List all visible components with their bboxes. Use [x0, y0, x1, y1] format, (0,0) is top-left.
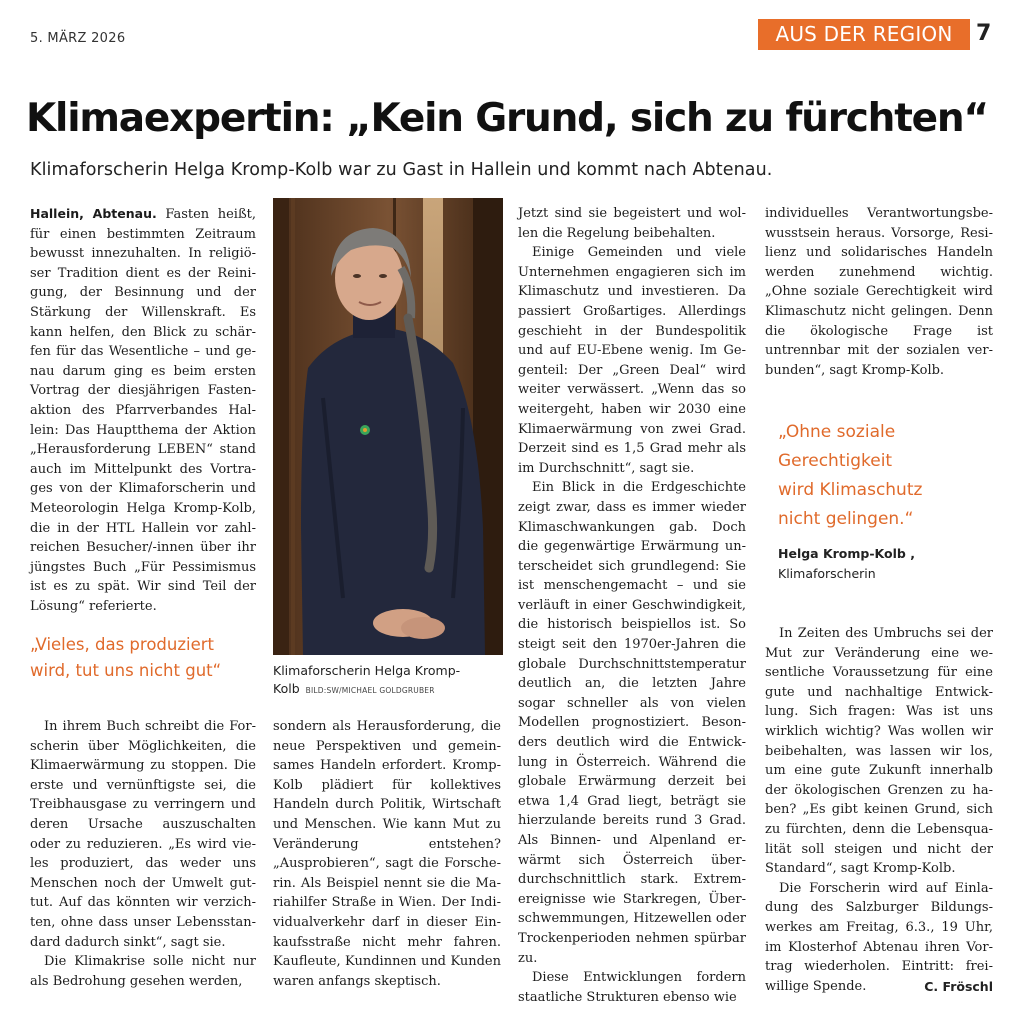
paragraph: Einige Gemeinden und viele Unternehmen engagieren sich im Klimaschutz und investieren. Da passiert Großartiges. Allerdings geschieht in der Bundespolitik und auf EU-Ebene wenig. Im Gegenteil: Der „Green Deal“ wird weiter verwässert. „Wenn das so weitergeht, haben wir 2030 eine Klimaerwärmung von zwei Grad. Derzeit sind es 1,5 Grad mehr als im Durchschnitt“, sagt sie.	[518, 245, 746, 476]
article-subheadline: Klimaforscherin Helga Kromp-Kolb war zu Gast in Hallein und kommt nach Abtenau.	[30, 160, 773, 180]
paragraph: Die Forscherin wird auf Einladung des Salzburger Bildungswerkes am Freitag, 6.3., 19 Uhr, im Klosterhof Abtenau ihren Vortrag wiederholen. Eintritt: freiwillige Spende. C. Fröschl	[765, 879, 993, 997]
column-1-bottom	[30, 717, 256, 991]
quote-line: Gerechtigkeit	[778, 451, 893, 471]
paragraph: sondern als Herausforderung, die neue Perspektiven und gemeinsames Handeln erfordert. Kromp-Kolb plädiert für kollektives Handeln durch Politik, Wirtschaft und Menschen. Wie kann Mut zu Veränderung entstehen? „Ausprobieren“, sagt die Forscherin. Als Beispiel nennt sie die Mariahilfer Straße in Wien. Der Individualverkehr darf in dieser Einkaufsstraße nicht mehr fahren. Kaufleute, Kundinnen und Kunden waren anfangs skeptisch.	[273, 719, 501, 989]
paragraph: individuelles Verantwortungsbewusstsein heraus. Vorsorge, Resilienz und solidarisches Handeln werden zunehmend wichtig. „Ohne soziale Gerechtigkeit wird Klimaschutz nicht gelingen. Denn die ökologische Frage ist untrennbar mit der sozialen verbunden“, sagt Kromp-Kolb.	[765, 206, 993, 378]
column-1-top	[30, 204, 256, 616]
caption-text: Klimaforscherin Helga Kromp-Kolb	[273, 663, 461, 696]
author-signature: C. Fröschl	[924, 978, 993, 994]
column-3	[518, 204, 746, 1007]
pull-quote-2	[778, 418, 998, 584]
portrait-photo	[273, 198, 503, 655]
dateline: Hallein, Abtenau.	[30, 206, 157, 221]
lead-paragraph: Fasten heißt, für einen bestimmten Zeitraum bewusst innezuhalten. In religiöser Tradition dient es der Reinigung, der Besinnung und der Stärkung der Willenskraft. Es kann helfen, den Blick zu schärfen für das Wesentliche – und genau darum ging es beim ersten Vortrag der diesjährigen Fastenaktion des Pfarrverbandes Hallein: Das Hauptthema der Aktion „Herausforderung LEBEN“ stand auch im Mittelpunkt des Vortrages von der Klimaforscherin und Meteorologin Helga Kromp-Kolb, die in der HTL Hallein vor zahlreichen Besucher/-innen über ihr jüngstes Buch „Für Pessimismus ist es zu spät. Wir sind Teil der Lösung“ referierte.	[30, 207, 256, 614]
section-label: AUS DER REGION	[758, 19, 970, 50]
photo-caption	[273, 662, 505, 700]
quote-line: nicht gelingen.“	[778, 509, 914, 529]
quote-author-name: Helga Kromp-Kolb ,	[778, 546, 915, 561]
column-4-bottom	[765, 624, 993, 996]
photo-credit: BILD:SW/MICHAEL GOLDGRUBER	[305, 686, 435, 695]
paragraph: In Zeiten des Umbruchs sei der Mut zur Veränderung eine wesentliche Voraussetzung für eine gute und nachhaltige Entwicklung. Sich fragen: Was ist uns wirklich wichtig? Was wollen wir beibehalten, was lassen wir los, um eine gute Zukunft innerhalb der ökologischen Grenzen zu haben? „Es gibt keinen Grund, sich zu fürchten, denn die Lebensqualität soll steigen und nicht der Standard“, sagt Kromp-Kolb.	[765, 626, 993, 877]
column-4-top	[765, 204, 993, 380]
paragraph: Jetzt sind sie begeistert und wollen die Regelung beibehalten.	[518, 206, 746, 241]
page-number: 7	[976, 21, 992, 46]
quote-line: „Ohne soziale	[778, 422, 896, 442]
paragraph: Ein Blick in die Erdgeschichte zeigt zwar, dass es immer wieder Klimaschwankungen gab. Doch die gegenwärtige Erwärmung unterscheidet sich grundlegend: Sie ist menschengemacht – und sie verläuft in einer Geschwindigkeit, die historisch beispiellos ist. So steigt seit den 1970er-Jahren die globale Durchschnittstemperatur deutlich an, die letzten Jahre sogar schneller als von vielen Modellen prognostiziert. Besonders deutlich wird die Entwicklung in Österreich. Während die globale Erwärmung derzeit bei etwa 1,4 Grad liegt, beträgt sie hierzulande bereits rund 3 Grad. Als Binnen- und Alpenland erwärmt sich Österreich überdurchschnittlich stark. Extremereignisse wie Starkregen, Überschwemmungen, Hitzewellen oder Trockenperioden nehmen spürbar zu.	[518, 480, 746, 966]
portrait-illustration	[273, 198, 503, 655]
paragraph: Die Klimakrise solle nicht nur als Bedrohung gesehen werden,	[30, 954, 256, 989]
paragraph: In ihrem Buch schreibt die Forscherin über Möglichkeiten, die Klimaerwärmung zu stoppen. Die erste und vernünftigste sei, die Treibhausgase zu verringern und deren Ursache auszuschalten oder zu reduzieren. „Es wird vieles produziert, das weder uns Menschen noch der Umwelt guttut. Auf das könnten wir verzichten, ohne dass unser Lebensstandard dadurch sinkt“, sagt sie.	[30, 719, 256, 950]
quote-author-role: Klimaforscherin	[778, 566, 876, 581]
column-2-bottom	[273, 717, 501, 991]
pull-quote: „Vieles, das produziert wird, tut uns nicht gut“	[30, 635, 222, 680]
article-headline: Klimaexpertin: „Kein Grund, sich zu fürchten“	[26, 96, 988, 141]
quote-line: wird Klimaschutz	[778, 480, 923, 500]
paragraph: Diese Entwicklungen fordern staatliche Strukturen ebenso wie	[518, 970, 746, 1005]
issue-date: 5. MÄRZ 2026	[30, 31, 126, 46]
